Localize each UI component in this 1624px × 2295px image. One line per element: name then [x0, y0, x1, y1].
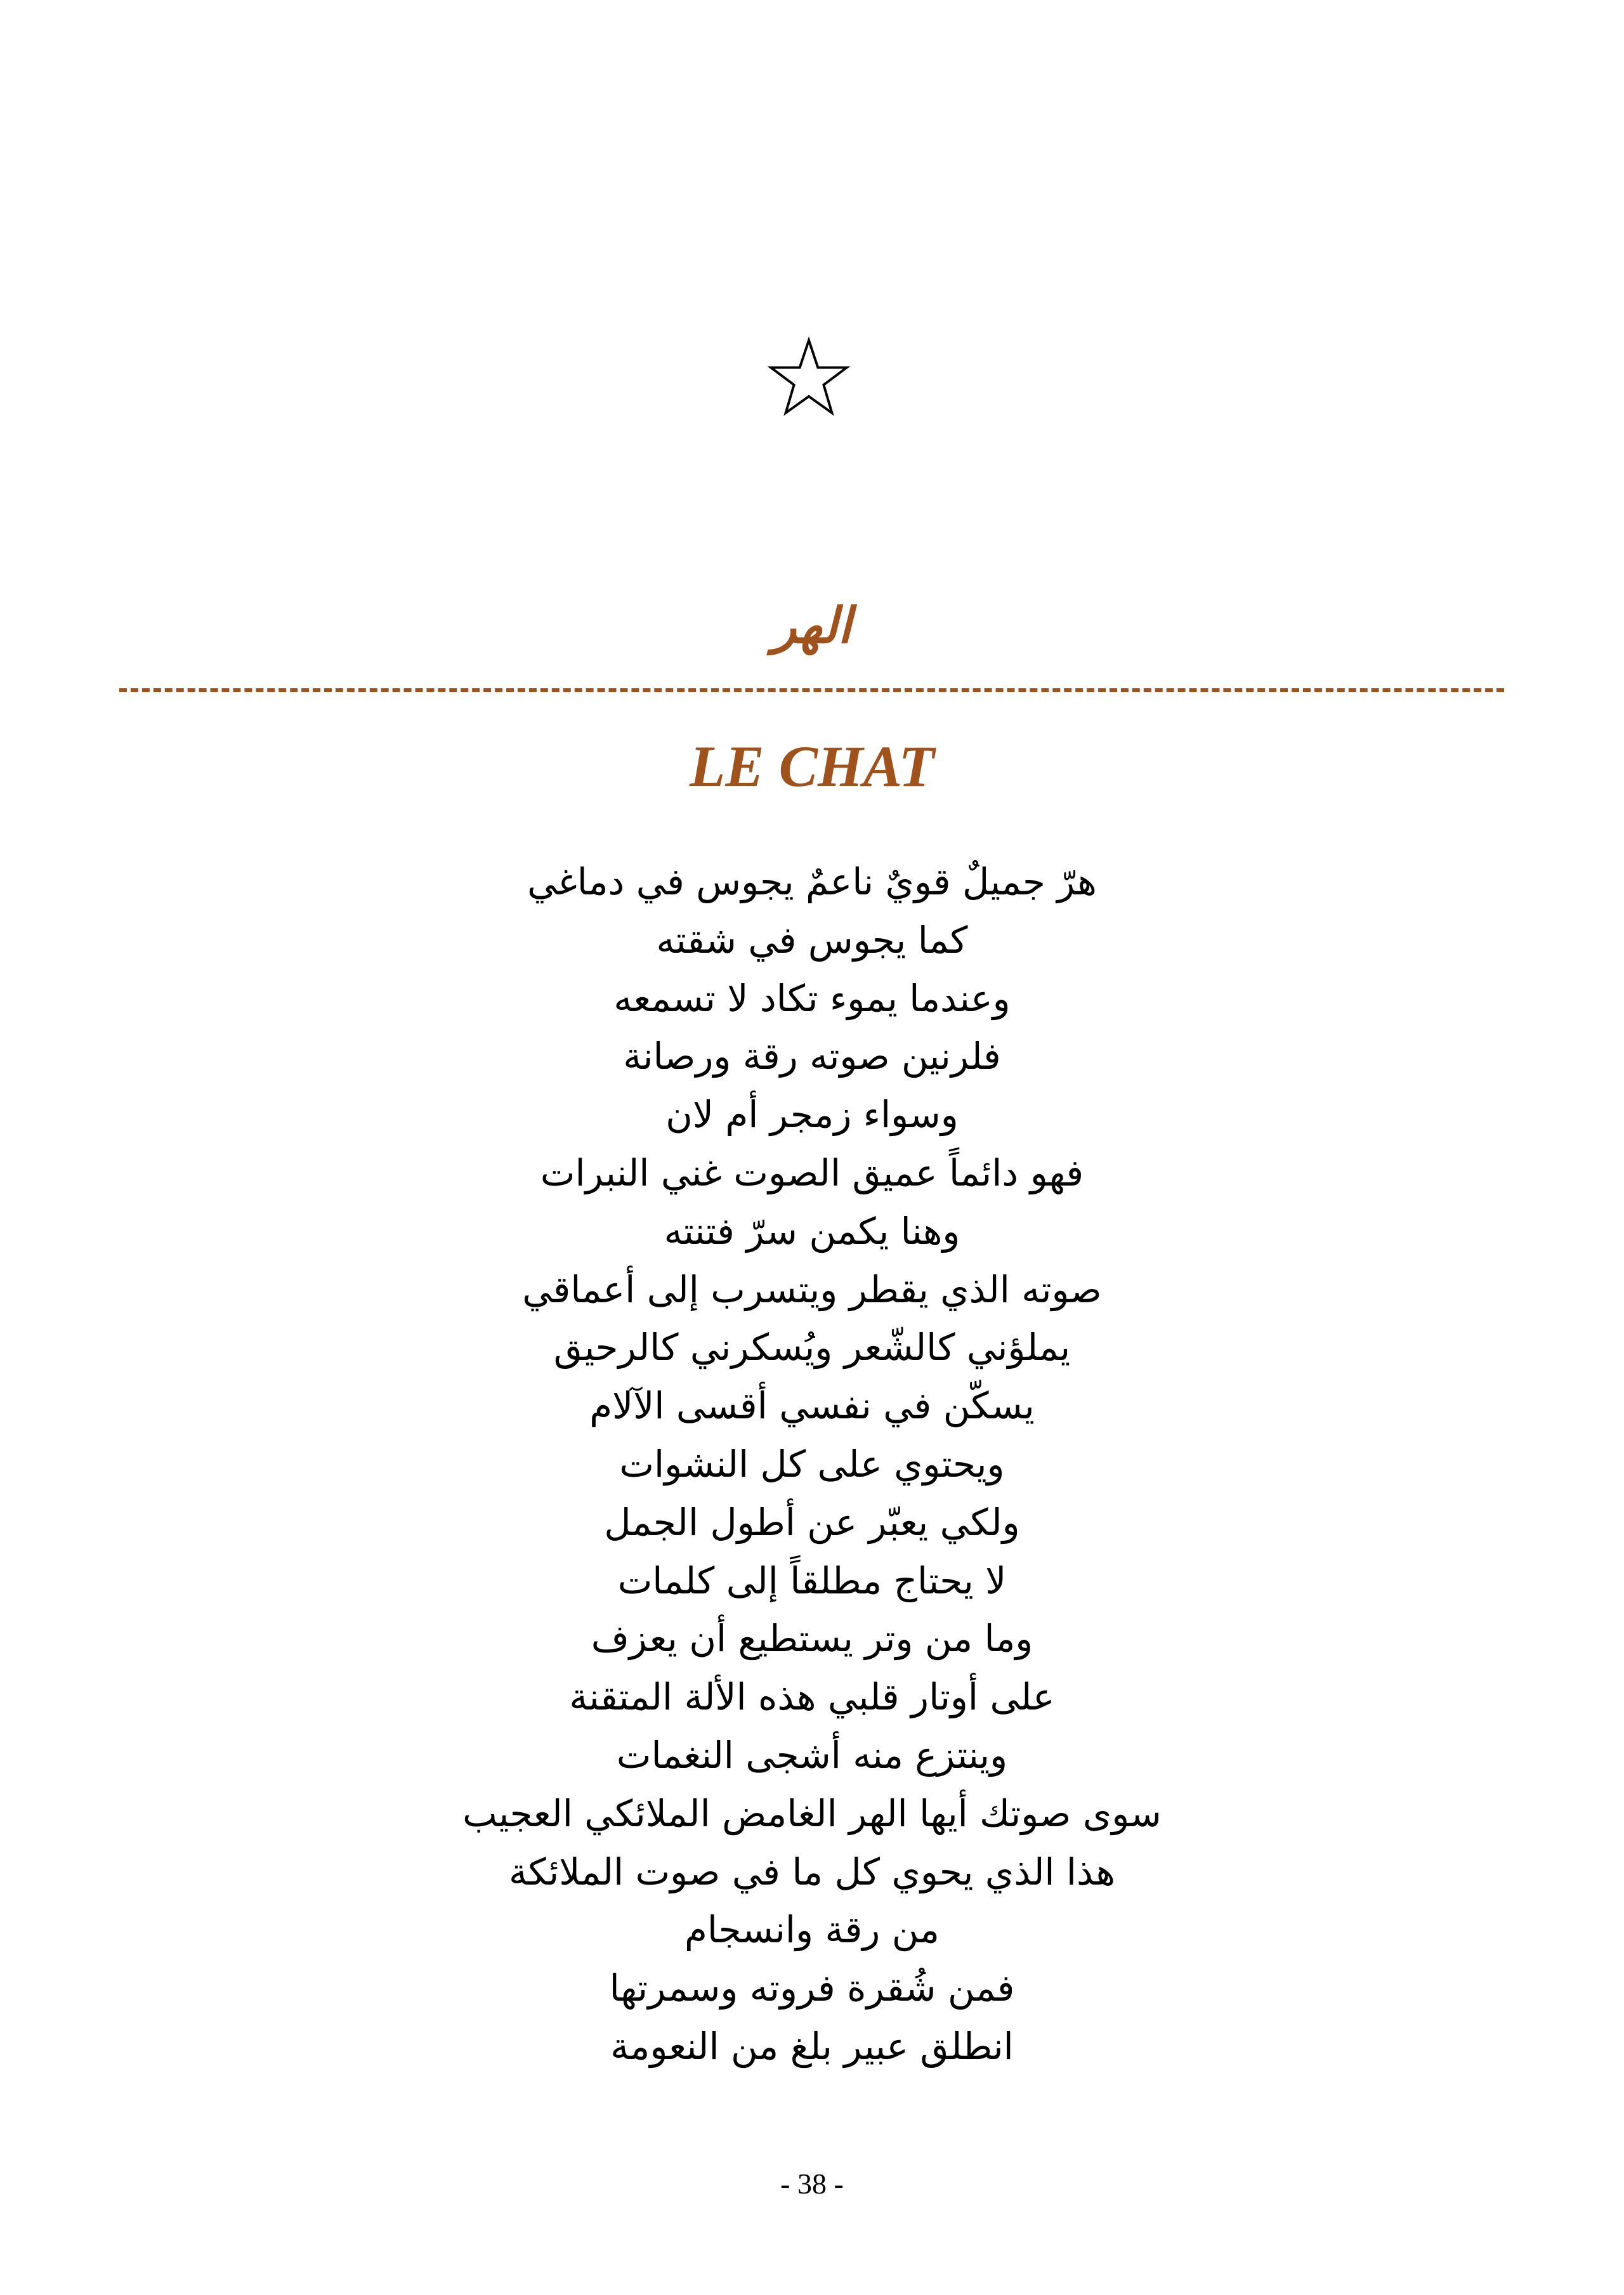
poem-line: وما من وتر يستطيع أن يعزف [591, 1617, 1033, 1661]
poem-line: فمن شُقرة فروته وسمرتها [609, 1966, 1015, 2010]
poem-line: يملؤني كالشّعر ويُسكرني كالرحيق [553, 1326, 1071, 1370]
poem-line: على أوتار قلبي هذه الألة المتقنة [569, 1675, 1055, 1719]
poem-line: وهنا يكمن سرّ فتنته [664, 1209, 960, 1253]
title-arabic: الهر [772, 598, 852, 655]
star-outline-icon [768, 336, 850, 419]
poem-line: فلرنين صوته رقة ورصانة [623, 1035, 1001, 1078]
poem-line: سوى صوتك أيها الهر الغامض الملائكي العجيب [462, 1791, 1162, 1835]
page-number: - 38 - [780, 2168, 844, 2200]
poem-line: يسكّن في نفسي أقسى الآلام [589, 1384, 1035, 1428]
poem-line: وينتزع منه أشجى النغمات [616, 1733, 1008, 1777]
poem-line: ولكي يعبّر عن أطول الجمل [604, 1500, 1020, 1544]
poem-line: وعندما يموء تكاد لا تسمعه [613, 976, 1011, 1020]
poem-line: صوته الذي يقطر ويتسرب إلى أعماقي [522, 1267, 1102, 1311]
poem-line: فهو دائماً عميق الصوت غني النبرات [540, 1151, 1084, 1194]
poem-text [190, 853, 1434, 2076]
poem-line: من رقة وانسجام [684, 1908, 940, 1952]
poem-line: انطلق عبير بلغ من النعومة [610, 2024, 1014, 2068]
title-french: LE CHAT [690, 734, 934, 799]
poem-line: هذا الذي يحوي كل ما في صوت الملائكة [508, 1850, 1116, 1893]
poem-line: لا يحتاج مطلقاً إلى كلمات [617, 1559, 1007, 1602]
poem-line: كما يجوس في شقته [656, 918, 968, 962]
poem-line: هرّ جميلٌ قويٌ ناعمٌ يجوس في دماغي [527, 860, 1097, 903]
divider-dashed [119, 688, 1504, 692]
poem-line: وسواء زمجر أم لان [665, 1093, 959, 1137]
poem-line: ويحتوي على كل النشوات [619, 1442, 1005, 1486]
